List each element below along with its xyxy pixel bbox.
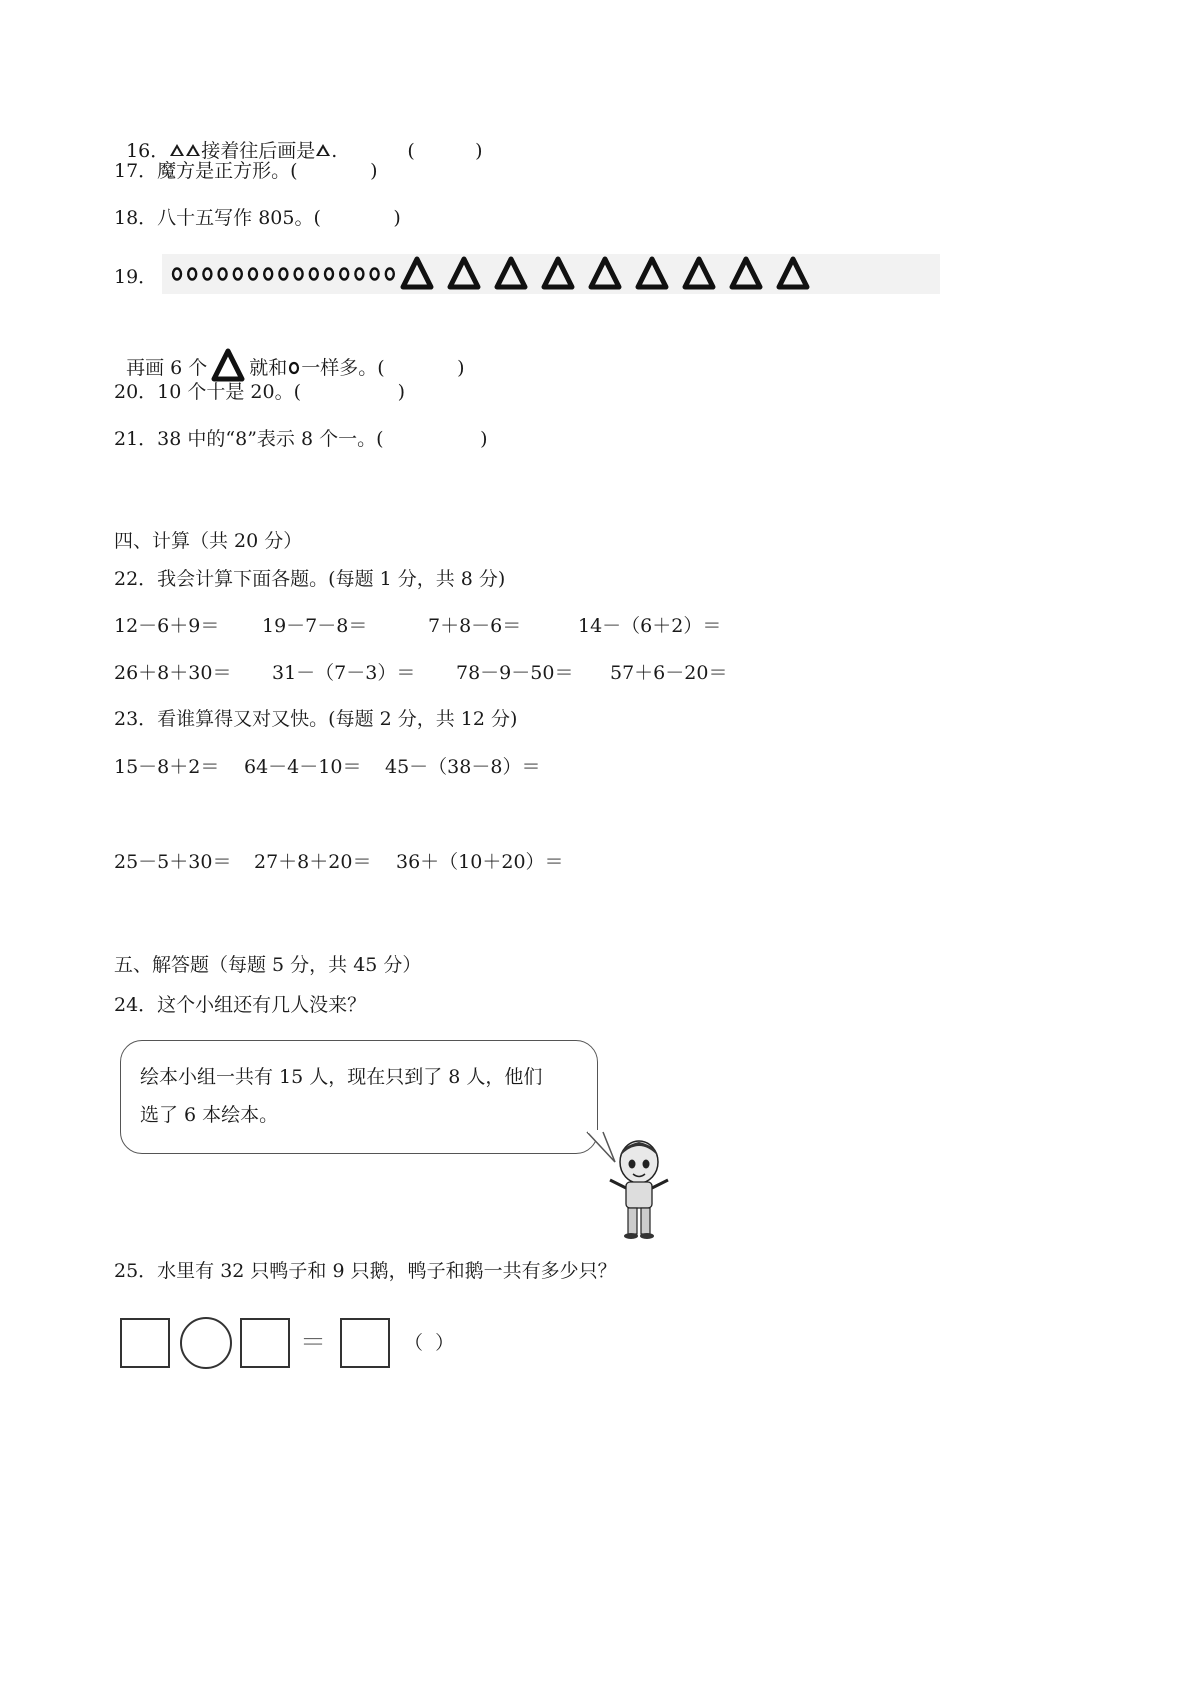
big-triangle-icon — [638, 259, 666, 287]
small-circle-icon — [310, 269, 318, 280]
answer-box-1[interactable] — [120, 1318, 170, 1368]
unit-paren: （ ） — [404, 1332, 455, 1354]
small-circle-icon — [355, 269, 363, 280]
speech-bubble — [120, 1040, 598, 1154]
big-triangle-icon — [497, 259, 525, 287]
question-21: 21．38 中的“8”表示 8 个一。( ) — [114, 428, 488, 450]
big-triangle-icon — [685, 259, 713, 287]
small-circle-icon — [264, 269, 272, 280]
small-triangle-icon — [170, 144, 184, 156]
small-circle-icon — [288, 361, 300, 375]
small-circle-icon — [173, 269, 181, 280]
q22-r1-c4: 14－（6＋2）＝ — [578, 615, 722, 637]
q22-r1-c3: 7＋8－6＝ — [428, 615, 522, 637]
bubble-line-2: 选了 6 本绘本。 — [140, 1104, 279, 1126]
section-4-title: 四、计算（共 20 分） — [114, 530, 303, 552]
small-circle-icon — [234, 269, 242, 280]
big-triangle-icon — [591, 259, 619, 287]
small-circle-icon — [295, 269, 303, 280]
q23-r1-c3: 45－（38－8）＝ — [385, 756, 541, 778]
q22-r1-c1: 12－6＋9＝ — [114, 615, 220, 637]
q19-text-c: 一样多。( ) — [301, 357, 465, 379]
big-triangle-icon — [732, 259, 760, 287]
q19-shapes-svg — [162, 254, 940, 294]
question-23-title: 23．看谁算得又对又快。(每题 2 分，共 12 分) — [114, 708, 518, 730]
q23-r2-c3: 36＋（10＋20）＝ — [396, 851, 564, 873]
q23-r1-c2: 64－4－10＝ — [244, 756, 362, 778]
section-5-title: 五、解答题（每题 5 分，共 45 分） — [114, 954, 422, 976]
q19-text-b: 就和 — [249, 357, 288, 379]
q22-r1-c2: 19－7－8＝ — [262, 615, 368, 637]
small-circle-icon — [386, 269, 394, 280]
big-triangle-icon — [779, 259, 807, 287]
equals-sign: ＝ — [300, 1328, 327, 1358]
q19-number: 19． — [114, 266, 158, 288]
q16-answer-paren: ( ) — [407, 140, 483, 162]
answer-box-3[interactable] — [340, 1318, 390, 1368]
q19-text-a: 再画 6 个 — [126, 357, 208, 379]
cartoon-boy-icon — [598, 1138, 680, 1240]
small-circle-icon — [249, 269, 257, 280]
q19-shapes — [162, 254, 940, 294]
answer-box-2[interactable] — [240, 1318, 290, 1368]
q23-r2-c1: 25－5＋30＝ — [114, 851, 232, 873]
big-triangle-icon — [544, 259, 572, 287]
small-circle-icon — [279, 269, 287, 280]
q22-r2-c2: 31－（7－3）＝ — [272, 662, 416, 684]
question-16 — [114, 112, 483, 164]
question-25-title: 25．水里有 32 只鸭子和 9 只鹅，鸭子和鹅一共有多少只？ — [114, 1260, 617, 1282]
small-triangle-icon — [316, 144, 330, 156]
small-circle-icon — [188, 269, 196, 280]
question-22-title: 22．我会计算下面各题。(每题 1 分，共 8 分) — [114, 568, 506, 590]
q16-number: 16． — [126, 140, 170, 162]
q22-r2-c4: 57＋6－20＝ — [610, 662, 728, 684]
question-18: 18．八十五写作 805。( ) — [114, 207, 401, 229]
small-circle-icon — [219, 269, 227, 280]
small-circle-icon — [340, 269, 348, 280]
small-circle-icon — [325, 269, 333, 280]
operator-circle[interactable] — [180, 1317, 232, 1369]
q23-r1-c1: 15－8＋2＝ — [114, 756, 220, 778]
big-triangle-icon — [403, 259, 431, 287]
q22-r2-c1: 26＋8＋30＝ — [114, 662, 232, 684]
big-triangle-icon — [450, 259, 478, 287]
question-24-title: 24．这个小组还有几人没来？ — [114, 994, 367, 1016]
question-20: 20．10 个十是 20。( ) — [114, 381, 406, 403]
small-triangle-icon — [186, 144, 200, 156]
question-19-line2 — [114, 322, 465, 382]
big-triangle-icon — [211, 348, 245, 382]
small-circle-icon — [203, 269, 211, 280]
bubble-line-1: 绘本小组一共有 15 人，现在只到了 8 人，他们 — [140, 1066, 543, 1088]
small-circle-icon — [371, 269, 379, 280]
q22-r2-c3: 78－9－50＝ — [456, 662, 574, 684]
q16-text: 接着往后画是 — [201, 140, 316, 162]
question-17: 17．魔方是正方形。( ) — [114, 160, 378, 182]
q23-r2-c2: 27＋8＋20＝ — [254, 851, 372, 873]
q16-tail: . — [331, 140, 338, 162]
